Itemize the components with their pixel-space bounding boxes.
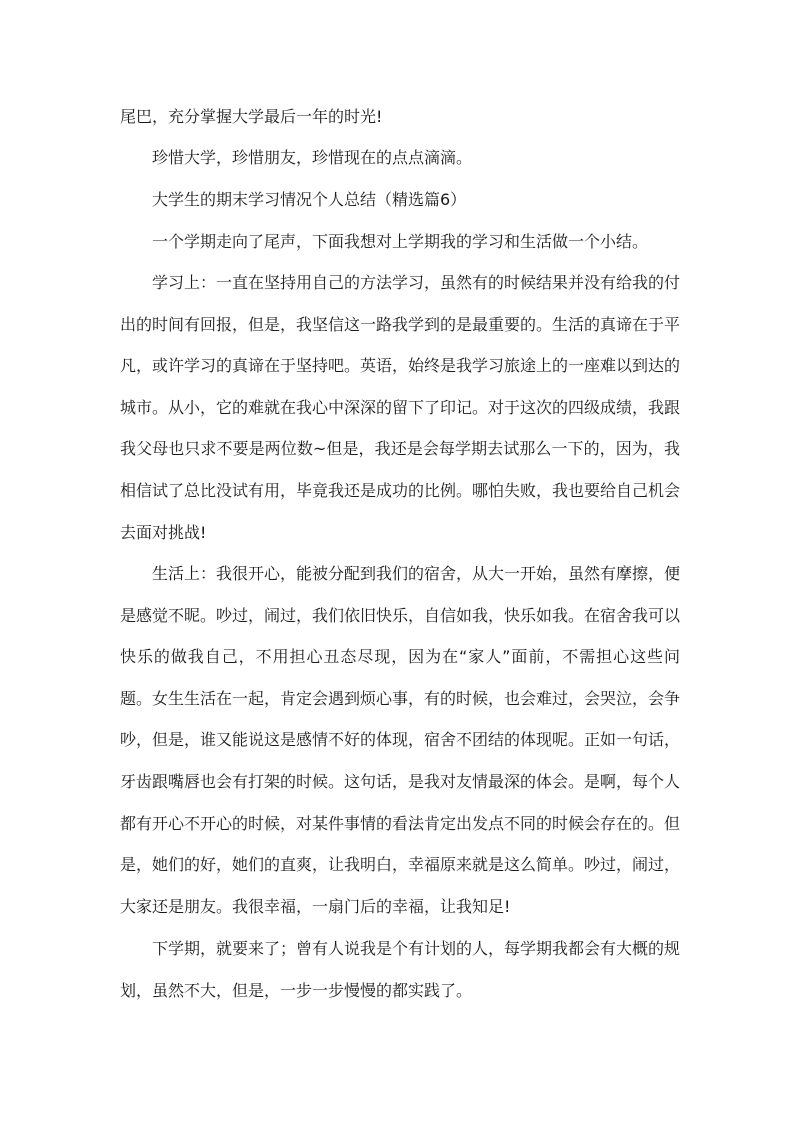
paragraph-intro: 一个学期走向了尾声，下面我想对上学期我的学习和生活做一个小结。 bbox=[152, 232, 649, 251]
paragraph-cherish: 珍惜大学，珍惜朋友，珍惜现在的点点滴滴。 bbox=[152, 148, 473, 167]
paragraph-next-term: 下学期，就要来了；曾有人说我是个有计划的人，每学期我都会有大概的规划，虽然不大，但是，一步一步慢慢的都实践了。 bbox=[120, 939, 681, 1000]
section-heading: 大学生的期末学习情况个人总结（精选篇6） bbox=[152, 190, 467, 209]
paragraph-continuation: 尾巴，充分掌握大学最后一年的时光! bbox=[120, 107, 383, 126]
paragraph-life: 生活上：我很开心，能被分配到我们的宿舍，从大一开始，虽然有摩擦，便是感觉不昵。吵过，闹过，我们依旧快乐，自信如我，快乐如我。在宿舍我可以快乐的做我自己，不用担心丑态尽现，因为在“家人”面前，不需担心这些问题。女生生活在一起，肯定会遇到烦心事，有的时候，也会难过，会哭泣，会争吵，但是，谁又能说这是感情不好的体现，宿舍不团结的体现呢。正如一句话，牙齿跟嘴唇也会有打架的时候。这句话，是我对友情最深的体会。是啊，每个人都有开心不开心的时候，对某件事情的看法肯定出发点不同的时候会存在的。但是，她们的好，她们的直爽，让我明白，幸福原来就是这么简单。吵过，闹过，大家还是朋友。我很幸福，一扇门后的幸福，让我知足! bbox=[120, 564, 681, 916]
paragraph-study: 学习上：一直在坚持用自己的方法学习，虽然有的时候结果并没有给我的付出的时间有回报，但是，我坚信这一路我学到的是最重要的。生活的真谛在于平凡，或许学习的真谛在于坚持吧。英语，始终是我学习旅途上的一座难以到达的城市。从小，它的难就在我心中深深的留下了印记。对于这次的四级成绩，我跟我父母也只求不要是两位数~但是，我还是会每学期去试那么一下的，因为，我相信试了总比没试有用，毕竟我还是成功的比例。哪怕失败，我也要给自己机会去面对挑战! bbox=[120, 273, 681, 542]
